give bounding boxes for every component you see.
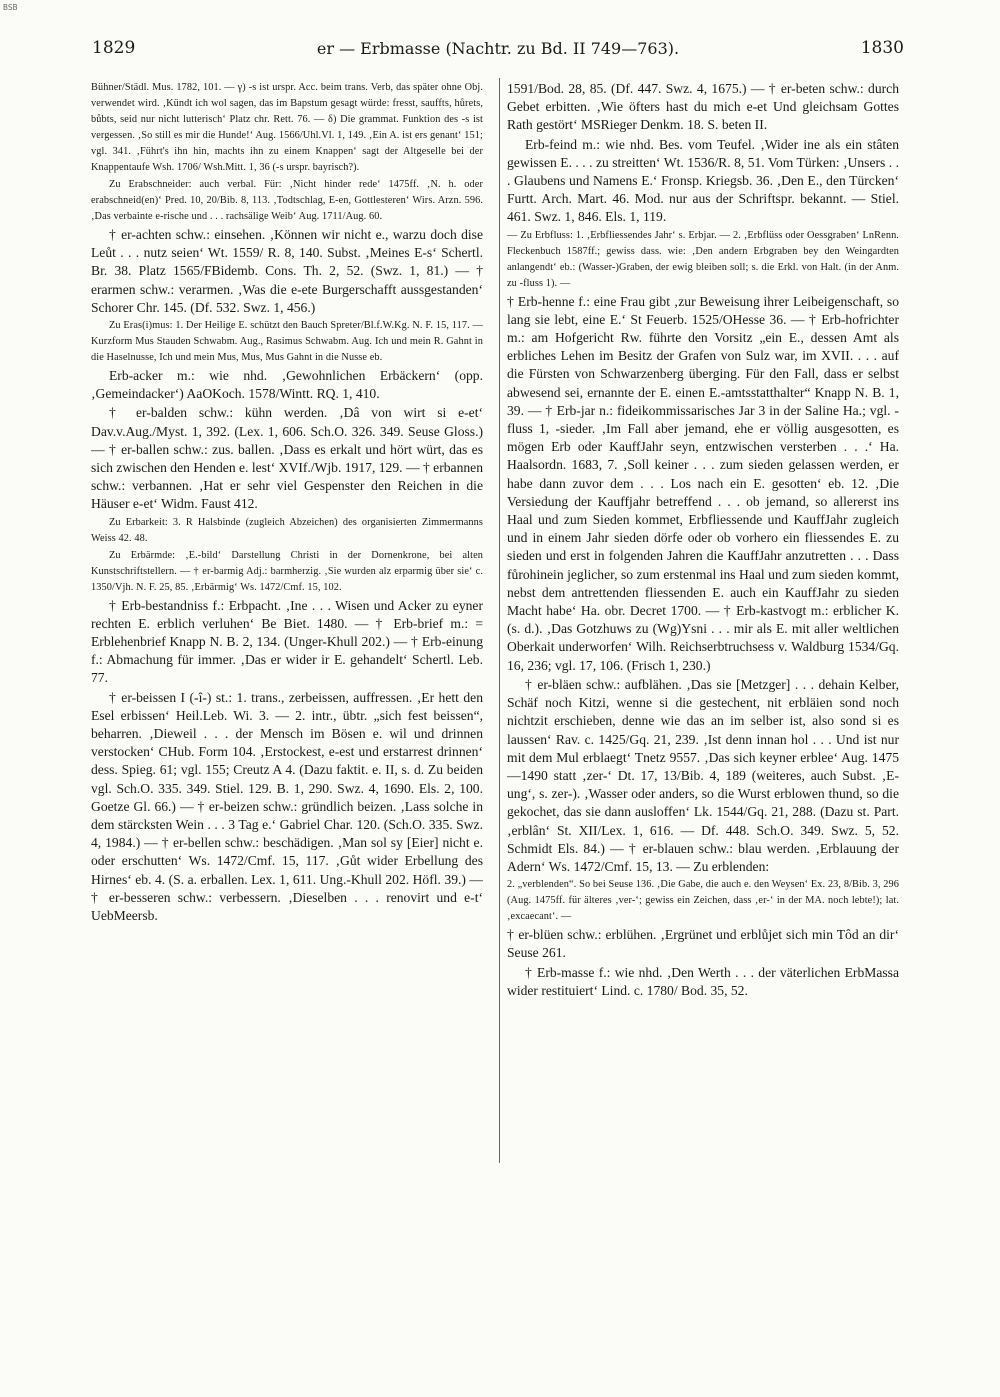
running-title: er — Erbmasse (Nachtr. zu Bd. II 749—763). — [316, 39, 680, 58]
dictionary-entry: Zu Erbarkeit: 3. R Halsbinde (zugleich Abzeichen) des organisierten Zimmermanns Weiss 42. 48. — [91, 516, 483, 544]
dictionary-entry: † er-blüen schw.: erblühen. ‚Ergrünet und erblůjet sich min Tôd an dir‘ Seuse 261. — [507, 927, 899, 961]
dictionary-entry: † Erb-masse f.: wie nhd. ‚Den Werth . . . der väterlichen ErbMassa wider restituiert‘ Lind. c. 1780/ Bod. 35, 52. — [507, 964, 899, 998]
dictionary-entry: † Erb-bestandniss f.: Erbpacht. ‚Ine . . . Wisen und Acker zu eyner rechten E. erblich verluhen‘ Be Biet. 1480. — † Erb-brief m.: = Erblehenbrief Knapp N. B. 2, 134. (Unger-Khull 202.) — † Erb-einung f.: Abmachung für immer. ‚Das er wider ir E. gehandelt‘ Schertl. Leb. 77. — [91, 597, 483, 686]
dictionary-entry: 2. „verblenden“. So bei Seuse 136. ‚Die Gabe, die auch e. den Weysen‘ Ex. 23, 8/Bib. 3, 296 (Aug. 1475ff. für älteres ‚ver-‘; gewiss ein Zeichen, dass ‚er-‘ in der MA. noch lebte!); lat. ‚excaecant‘. — — [507, 879, 899, 923]
dictionary-entry: Zu Erbärmde: ‚E.-bild‘ Darstellung Christi in der Dornenkrone, bei alten Kunstschriftstellern. — † er-barmig Adj.: barmherzig. ‚Sie wurden alz erparmig über sie‘ c. 1350/Vjh. N. F. 25, 85. ‚Erbärmig‘ Ws. 1472/Cmf. 15, 102. — [91, 549, 483, 593]
page-header — [92, 38, 904, 64]
column-divider — [499, 78, 500, 1163]
library-stamp: BSB — [3, 3, 18, 12]
dictionary-entry: † er-beissen I (-î-) st.: 1. trans., zerbeissen, auffressen. ‚Er hett den Esel erbissen‘ Heil.Leb. Wi. 3. — 2. intr., übtr. „sich fest beissen“, beharren. ‚Dieweil . . . der Mensch im Bösen e. wil und drinnen verstocken‘ CHub. Form 104. ‚Erstockest, e-est und erstarrest drinnen‘ dess. Spieg. 61; vgl. 155; Creutz A 4. (Dazu faktit. e. II, s. d. Zu beiden vgl. Sch.O. 335. 349. Stiel. 129. B. 1, 290. Swz. 4, 1690. Els. 2, 100. Goetze Gl. 66.) — † er-beizen schw.: gründlich beizen. ‚Lass solche in dem stärcksten Wein . . . 3 Tag e.‘ Gabriel Char. 120. (Sch.O. 335. Swz. 4, 1984.) — † er-bellen schw.: beschädigen. ‚Man sol sy [Eier] nicht e. oder erschutten‘ Ws. 1472/Cmf. 15, 117. ‚Gůt wider Erbellung des Hirnes‘ eb. 4. (S. a. erballen. Lex. 1, 611. Ung.-Khull 202. Höfl. 39.) — † er-besseren schw.: verbessern. ‚Dieselben . . . renovirt und e-t‘ UebMeersb. — [91, 689, 483, 924]
dictionary-entry: Erb-feind m.: wie nhd. Bes. vom Teufel. ‚Wider ine als ein stâten gewissen E. . . . zu streitten‘ Wt. 1536/R. 8, 51. Vom Türken: ‚Unsers . . . Glaubens und Namens E.‘ Fronsp. Kriegsb. 36. ‚Den E., den Türcken‘ Furtt. Arch. Mart. 46. Mod. nur aus der Schriftspr. bekannt. — Stiel. 461. Swz. 1, 846. Els. 1, 119. — [507, 136, 899, 225]
dictionary-entry: † er-achten schw.: einsehen. ‚Können wir nicht e., warzu doch dise Leůt . . . nutz seien‘ Wt. 1559/ R. 8, 140. Subst. ‚Meines E-s‘ Schertl. Br. 38. Platz 1565/FBidemb. Cons. Th. 2, 52. (Swz. 1, 81.) — † erarmen schw.: verarmen. ‚Was die e-ete Burgerschafft aussgestanden‘ Schorer Chr. 145. (Df. 532. Swz. 1, 456.) — [91, 227, 483, 315]
dictionary-entry: Bühner/Städl. Mus. 1782, 101. — γ) -s ist urspr. Acc. beim trans. Verb, das später ohne Obj. verwendet wird. ‚Kündt ich wol sagen, das im Bapstum gesagt würde: fresst, sauffts, hůrets, bůbts, seid nur nicht lutterisch‘ Platz chr. Rett. 76. — δ) Die grammat. Funktion des -s ist vergessen. ‚So still es mir die Hunde!‘ Aug. 1566/Uhl.Vl. 1, 149. ‚Ein A. ist ers genant‘ 151; vgl. 341. ‚Führt's ihn hin, machts ihn zu einem Knappen‘ sagt der Altgeselle bei der Knappentaufe Wsh. 1706/ Wsh.Mitt. 1, 36 (-s urspr. bayrisch?). — [91, 82, 483, 173]
dictionary-entry: † er-balden schw.: kühn werden. ‚Dâ von wirt si e-et‘ Dav.v.Aug./Myst. 1, 392. (Lex. 1, 606. Sch.O. 326. 349. Seuse Gloss.) — † er-ballen schw.: zus. ballen. ‚Dass es erkalt und hört würt, das es sich zwischen den Henden e. lest‘ XVIf./Wjb. 1917, 129. — † erbannen schw.: verbannen. ‚Hat er sehr viel Gespenster den Reichen in die Häuser e-et‘ Widm. Faust 412. — [91, 405, 483, 512]
dictionary-entry: † er-bläen schw.: aufblähen. ‚Das sie [Metzger] . . . dehain Kelber, Schäf noch Kitzi, wenne si die gestechent, nit erbläien sond noch nichtzit erschieben, denne wie das an im selber ist, also sond si es laussen‘ Rav. c. 1425/Gq. 21, 239. ‚Ist denn innan hol . . . Und ist nur mit dem Mul erblaegt‘ Tnetz 9557. ‚Das sich keyner erblee‘ Aug. 1475—1490 statt ‚zer-‘ Dt. 17, 13/Bib. 4, 189 (weiteres, auch Subst. ‚E-ung‘, s. zer-). ‚Wasser oder anders, so die Wurst erblowen thund, so die gekochet, das sie dann ausloffen‘ Lk. 1544/Gq. 21, 288. (Dazu st. Part. ‚erblân‘ St. XII/Lex. 1, 616. — Df. 448. Sch.O. 349. Swz. 5, 52. Schmidt Els. 84.) — † er-blauen schw.: blau werden. ‚Erblauung der Adern‘ Ws. 1472/Cmf. 15, 13. — Zu erblenden: — [507, 676, 899, 874]
dictionary-entry: 1591/Bod. 28, 85. (Df. 447. Swz. 4, 1675.) — † er-beten schw.: durch Gebet erbitten. ‚Wie öfters hast du mich e-et Und gleichsam Gottes Rath gestört‘ MSRieger Denkm. 18. S. beten II. — [507, 81, 899, 133]
left-column — [91, 80, 483, 1370]
right-column — [507, 80, 899, 1370]
dictionary-entry: Erb-acker m.: wie nhd. ‚Gewohnlichen Erbäckern‘ (opp. ‚Gemeindacker‘) AaOKoch. 1578/Wintt. RQ. 1, 410. — [91, 368, 483, 402]
dictionary-entry: Zu Erabschneider: auch verbal. Für: ‚Nicht hinder rede‘ 1475ff. ‚N. h. oder erabschneid(en)‘ Pred. 10, 20/Bib. 8, 113. ‚Todtschlag, E-en, Gottlesteren‘ Wirs. Arzn. 596. ‚Das verbainte e-rische und . . . rachsälige Weib‘ Aug. 1711/Aug. 60. — [91, 179, 483, 222]
dictionary-entry: Zu Eras(i)mus: 1. Der Heilige E. schützt den Bauch Spreter/Bl.f.W.Kg. N. F. 15, 117. — Kurzform Mus Stauden Schwabm. Aug., Rasimus Schwabm. Aug. Ich und mein R. Gahnt in die Haselnusse, Ich und mein Mus, Mus, Mus Gahnt in die Nusse eb. — [91, 320, 483, 364]
dictionary-entry: — Zu Erbfluss: 1. ‚Erbfliessendes Jahr‘ s. Erbjar. — 2. ‚Erbflüss oder Oessgraben‘ LnRenn. Fleckenbuch 1587ff.; gewiss dass. wie: ‚Den andern Erbgraben bey den Weingardten anlangendt‘ eb.: (Wasser-)Graben, der ewig bleiben soll; s. die Erkl. von Halt. (in der Anm. zu -fluss 1). — — [507, 229, 899, 289]
page-number-right: 1830 — [860, 38, 904, 58]
dictionary-entry: † Erb-henne f.: eine Frau gibt ‚zur Beweisung ihrer Leibeigenschaft, so lang sie lebt, eine E.‘ St Feuerb. 1525/OHesse 36. — † Erb-hofrichter m.: am Hofgericht Rw. führte den Vorsitz „ein E., dessen Amt als erbliches Lehen im Besitz der Grafen von Sulz war, im XVII. . . . auf die Fürsten von Schwarzenberg überging. Für den Fall, dass er selbst abwesend sei, ernannte der E. einen E.-amtsstatthalter“ Knapp N. B. 1, 39. — † Erb-jar n.: fideikommissarisches Jar 3 in der Saline Ha.; vgl. -fluss 1, -sieder. ‚Im Fall aber jemand, ehe er völlig ausgesotten, es mögen Erb oder KauffJahr seyn, entzwischen versterben . . .‘ Ha. Haalsordn. 1683, 7. ‚Soll keiner . . . zum sieden gelassen werden, er habe dann zuvor dem . . . Los nach ein E. gesotten‘ eb. 12. ‚Die Versiedung der Kauffjahr betreffend . . . ob jemand, so allererst ins Haal und zum Sieden kommet, Erbfliessende und KauffJahr zugleich und in einem Jahr sieden dörfe oder ob vorhero ein fliessendes E. zu sieden und erst in folgenden Jahren die KauffJahr anzutretten . . . Dass fůrohinein jeglicher, so zum erstenmal ins Haal und zum sieden kommt, nebst dem antrettenden fliessenden E. auch ein KauffJahr zu sieden Macht habe‘ Ha. obr. Decret 1700. — † Erb-kastvogt m.: erblicher K. (s. d.). ‚Das Gotzhuws zu (Wg)Ysni . . . mir als E. mit aller weltlichen Oberkait underworfen‘ Wilh. Reichserbtruchsess v. Waldburg 1534/Gq. 16, 236; vgl. 17, 106. (Frisch 1, 230.) — [507, 293, 899, 673]
page-number-left: 1829 — [92, 38, 136, 58]
